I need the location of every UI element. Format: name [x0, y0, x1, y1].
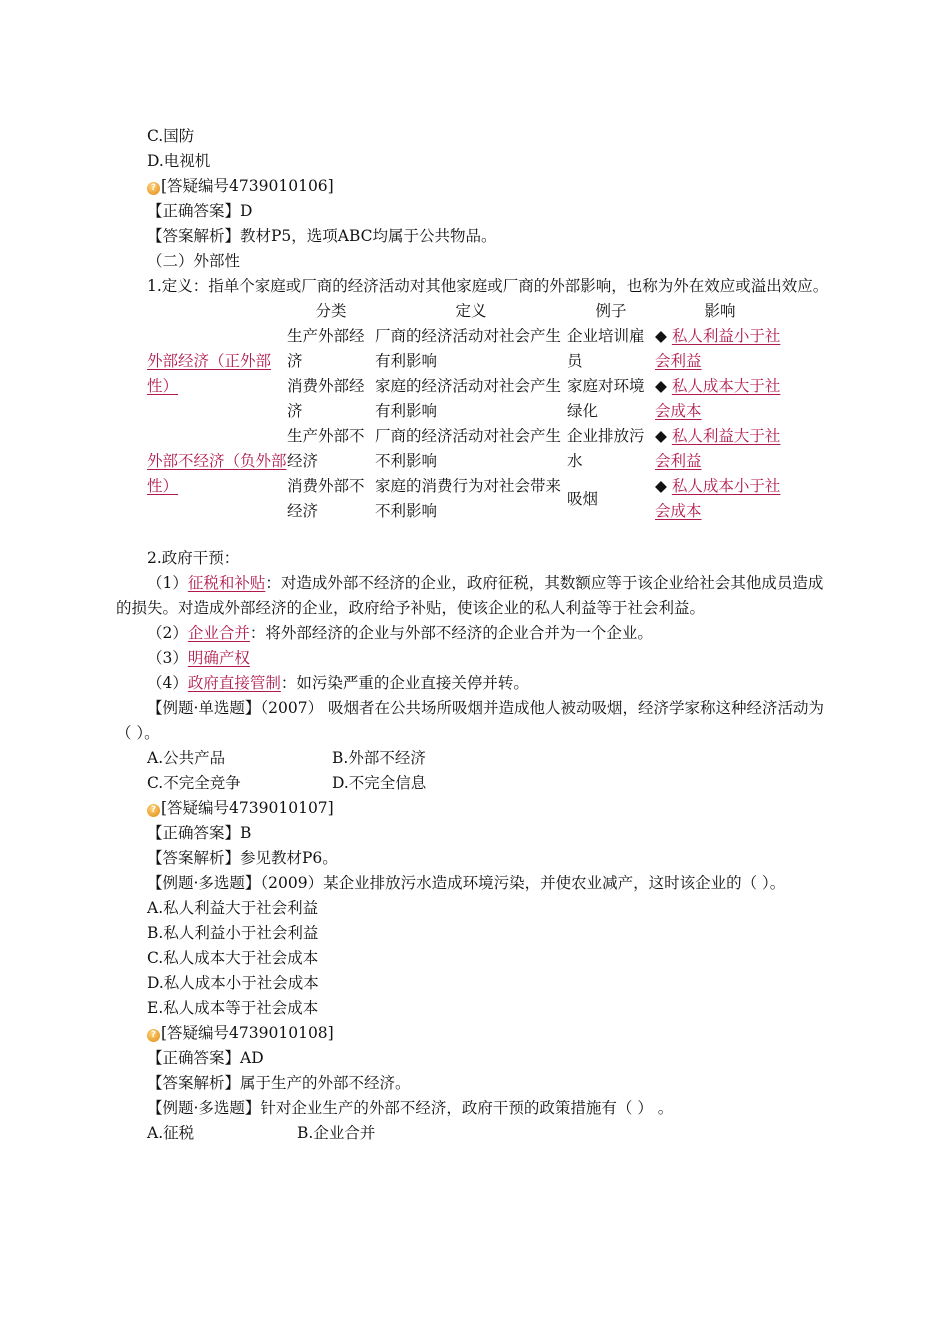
row-example: 企业培训雇员 [567, 327, 645, 370]
header-category: 分类 [315, 302, 347, 320]
header-effect: 影响 [704, 302, 736, 320]
option-c: C.私人成本大于社会成本 [147, 949, 319, 967]
gov-key-3: 明确产权 [187, 649, 250, 667]
gov-key-1: 征税和补贴 [187, 574, 266, 592]
row-definition: 家庭的消费行为对社会带来不利影响 [375, 477, 562, 520]
definition-text: 1.定义：指单个家庭或厂商的经济活动对其他家庭或厂商的外部影响，也称为外在效应或溢出效应。 [147, 277, 829, 295]
question-stem-3: 【例题·多选题】（2009）某企业排放污水造成环境污染，并使农业减产，这时该企业的（ ）。 [147, 874, 786, 892]
header-definition: 定义 [455, 302, 487, 320]
gov-item-2: （2）企业合并：将外部经济的企业与外部不经济的企业合并为一个企业。 [147, 624, 653, 642]
group-label-negative: 外部不经济（负外部性） [147, 452, 287, 495]
options-row-cd [116, 771, 838, 796]
option-d: D.不完全信息 [332, 774, 427, 792]
question-mark-icon[interactable]: ? [147, 1029, 160, 1042]
row-effect: ◆ 私人成本小于社会成本 [655, 477, 781, 520]
row-type: 消费外部不经济 [287, 477, 365, 520]
question-code-1[interactable]: ? [答疑编号4739010106] [116, 174, 838, 199]
option-d: D.电视机 [147, 152, 211, 170]
row-type: 消费外部经济 [287, 377, 365, 420]
row-definition: 家庭的经济活动对社会产生有利影响 [375, 377, 562, 420]
row-example: 吸烟 [567, 489, 599, 508]
gov-item-3: （3）明确产权 [147, 649, 250, 667]
bullet-diamond-icon: ◆ [655, 477, 667, 495]
gov-item-4: （4）政府直接管制：如污染严重的企业直接关停并转。 [147, 674, 529, 692]
table-header-row [147, 299, 785, 324]
question-stem-4: 【例题·多选题】针对企业生产的外部不经济，政府干预的政策措施有（ ） 。 [147, 1099, 674, 1117]
group-label-positive: 外部经济（正外部性） [147, 352, 272, 395]
externality-table [147, 299, 785, 524]
question-code-3[interactable]: ? [答疑编号4739010108] [116, 1021, 838, 1046]
analysis-1: 【答案解析】教材P5，选项ABC均属于公共物品。 [147, 227, 497, 245]
option-b: B.外部不经济 [332, 749, 426, 767]
row-example: 企业排放污水 [567, 427, 645, 470]
correct-answer-3: 【正确答案】AD [147, 1049, 264, 1067]
analysis-2: 【答案解析】参见教材P6。 [147, 849, 338, 867]
gov-key-2: 企业合并 [187, 624, 250, 642]
row-effect: ◆ 私人成本大于社会成本 [655, 377, 781, 420]
option-b: B.企业合并 [297, 1124, 376, 1142]
gov-key-4: 政府直接管制 [187, 674, 281, 692]
row-effect: ◆ 私人利益小于社会利益 [655, 327, 781, 370]
option-a: A.公共产品 [147, 749, 226, 767]
gov-title: 2.政府干预： [147, 549, 240, 567]
options-row-ab [116, 1121, 838, 1146]
correct-answer-2: 【正确答案】B [147, 824, 252, 842]
gov-item-1: （1）征税和补贴：对造成外部不经济的企业，政府征税，其数额应等于该企业给社会其他成员造成的损失。对造成外部经济的企业，政府给予补贴，使该企业的私人利益等于社会利益。 [116, 574, 824, 617]
option-c: C.国防 [147, 127, 195, 145]
table-row [147, 424, 785, 474]
row-definition: 厂商的经济活动对社会产生不利影响 [375, 427, 562, 470]
option-e: E.私人成本等于社会成本 [147, 999, 319, 1017]
row-effect: ◆ 私人利益大于社会利益 [655, 427, 781, 470]
bullet-diamond-icon: ◆ [655, 327, 667, 345]
document-page [116, 124, 838, 1146]
question-code-2[interactable]: ? [答疑编号4739010107] [116, 796, 838, 821]
option-d: D.私人成本小于社会成本 [147, 974, 319, 992]
option-a: A.私人利益大于社会利益 [147, 899, 319, 917]
analysis-3: 【答案解析】属于生产的外部不经济。 [147, 1074, 411, 1092]
question-mark-icon[interactable]: ? [147, 804, 160, 817]
correct-answer-1: 【正确答案】D [147, 202, 253, 220]
header-example: 例子 [595, 302, 627, 320]
bullet-diamond-icon: ◆ [655, 377, 667, 395]
header-blank [147, 299, 287, 324]
options-row-ab [116, 746, 838, 771]
option-b: B.私人利益小于社会利益 [147, 924, 319, 942]
row-type: 生产外部经济 [287, 327, 365, 370]
table-row [147, 324, 785, 374]
row-definition: 厂商的经济活动对社会产生有利影响 [375, 327, 562, 370]
bullet-diamond-icon: ◆ [655, 427, 667, 445]
section-title: （二）外部性 [147, 252, 241, 270]
option-a: A.征税 [147, 1124, 195, 1142]
question-stem-2: 【例题·单选题】（2007） 吸烟者在公共场所吸烟并造成他人被动吸烟，经济学家称这种经济活动为（ ）。 [116, 699, 825, 742]
option-c: C.不完全竞争 [147, 774, 241, 792]
row-type: 生产外部不经济 [287, 427, 365, 470]
row-example: 家庭对环境绿化 [567, 377, 645, 420]
question-mark-icon[interactable]: ? [147, 182, 160, 195]
